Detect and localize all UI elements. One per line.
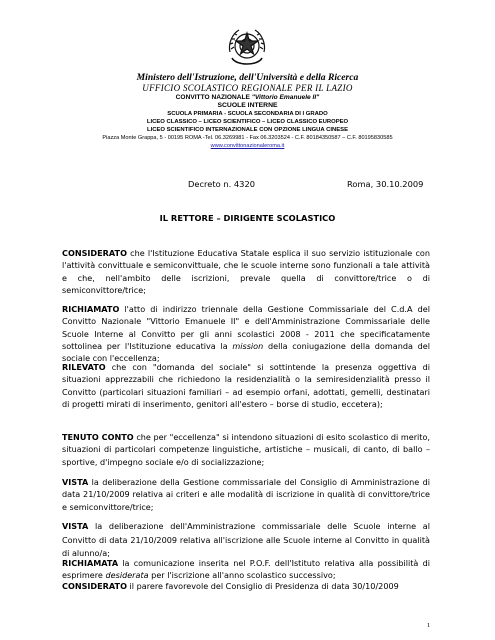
convitto-prefix: CONVITTO NAZIONALE	[175, 94, 252, 101]
paragraph-keyword: CONSIDERATO	[62, 248, 127, 258]
paragraph-text: che con "domanda del sociale" si sottintende la presenza oggettiva di situazioni apprezzabili che richiedono la residenzialità o la semiresidenzialità presso il Convitto (particolari situazioni familiari – ad esempio orfani, adottati, gemelli, destinatari di progetti mirati di inserimento, genitori all'estero – borse di studio, eccetera);	[62, 362, 430, 409]
paragraph-keyword: RILEVATO	[62, 362, 106, 372]
decree-number: Decreto n. 4320	[188, 179, 256, 189]
paragraph-vista-1	[62, 476, 430, 513]
paragraph-keyword: CONSIDERATO	[62, 581, 127, 591]
paragraph-keyword: RICHIAMATO	[62, 304, 120, 314]
school-levels-line: SCUOLA PRIMARIA - SCUOLA SECONDARIA DI I GRADO	[167, 111, 328, 117]
italian-republic-emblem-icon	[224, 24, 270, 70]
regional-office-heading: UFFICIO SCOLASTICO REGIONALE PER IL LAZIO	[142, 83, 353, 93]
paragraph-rilevato	[62, 361, 430, 410]
liceo-line: LICEO CLASSICO – LICEO SCIENTIFICO – LICEO CLASSICO EUROPEO	[146, 119, 349, 125]
paragraph-text: la comunicazione inserita nel P.O.F. dell'Istituto relativa alla possibilità di esprimere	[62, 558, 430, 581]
paragraph-keyword: RICHIAMATA	[62, 558, 119, 568]
decree-title: IL RETTORE – DIRIGENTE SCOLASTICO	[159, 213, 336, 223]
paragraph-text: che l'Istituzione Educativa Statale esplica il suo servizio istituzionale con l'attività convittuale e semiconvittuale, che le scuole interne sono funzionali a tale attività e che, nell'ambito delle iscrizioni, prevale quella di convittore/trice o di semiconvittore/trice;	[62, 248, 430, 295]
paragraph-considerato-2	[62, 580, 430, 592]
paragraph-italic: mission	[232, 340, 264, 351]
paragraph-vista-2	[62, 520, 430, 561]
address-line: Piazza Monte Grappa, 5 - 00195 ROMA -Tel. 06.3269981 - Fax 06.3203524 - C.F. 80184350587 – C.F. 80195830585	[102, 135, 393, 141]
paragraph-text: la deliberazione dell'Amministrazione commissariale delle Scuole interne al Convitto di data 21/10/2009 relativa all'iscrizione alle Scuole interne al Convitto in qualità di alunno/a;	[62, 521, 430, 558]
website-link[interactable]: www.convittonazionaleroma.it	[210, 143, 285, 149]
liceo-international-line: LICEO SCIENTIFICO INTERNAZIONALE CON OPZIONE LINGUA CINESE	[146, 127, 349, 133]
paragraph-italic: desiderata	[105, 570, 149, 581]
page-number: 1	[427, 622, 431, 629]
paragraph-keyword: TENUTO CONTO	[62, 432, 134, 442]
paragraph-text: il parere favorevole del Consiglio di Presidenza di data 30/10/2009	[126, 581, 399, 591]
paragraph-text: l'atto di indirizzo triennale della Gestione Commissariale del C.d.A del Convitto Nazionale "Vittorio Emanuele II" e dell'Amministrazione Commissariale delle Scuole Interne al Convitto per gli anni scolastici 2008 - 2011 che specificatamente sottolinea per l'Istituzione educativa la	[62, 304, 430, 351]
convitto-heading	[0, 94, 495, 101]
paragraph-tenuto-conto	[62, 431, 430, 468]
internal-schools-heading: SCUOLE INTERNE	[217, 102, 278, 109]
ministry-heading: Ministero dell'Istruzione, dell'Università e della Ricerca	[136, 72, 359, 83]
paragraph-keyword: VISTA	[62, 521, 89, 531]
paragraph-considerato-1	[62, 247, 430, 296]
convitto-name: "Vittorio Emanuele II"	[251, 94, 320, 101]
paragraph-richiamata	[62, 557, 430, 582]
place-date: Roma, 30.10.2009	[347, 179, 424, 189]
paragraph-keyword: VISTA	[62, 477, 89, 487]
paragraph-text: per l'iscrizione all'anno scolastico successivo;	[148, 570, 336, 581]
paragraph-richiamato	[62, 303, 430, 364]
paragraph-text: la deliberazione della Gestione commissariale del Consiglio di Amministrazione di data 21/10/2009 relativa ai criteri e alle modalità di iscrizione in qualità di convittore/trice e semiconvittore/trice;	[62, 477, 430, 512]
paragraph-text: della coniugazione della domanda del sociale con l'eccellenza;	[62, 340, 430, 364]
paragraph-text: che per "eccellenza" si intendono situazioni di esito scolastico di merito, situazioni di particolari competenze linguistiche, artistiche – musicali, di canto, di ballo – sportive, d'impegno sociale e/o di socializzazione;	[62, 432, 430, 467]
